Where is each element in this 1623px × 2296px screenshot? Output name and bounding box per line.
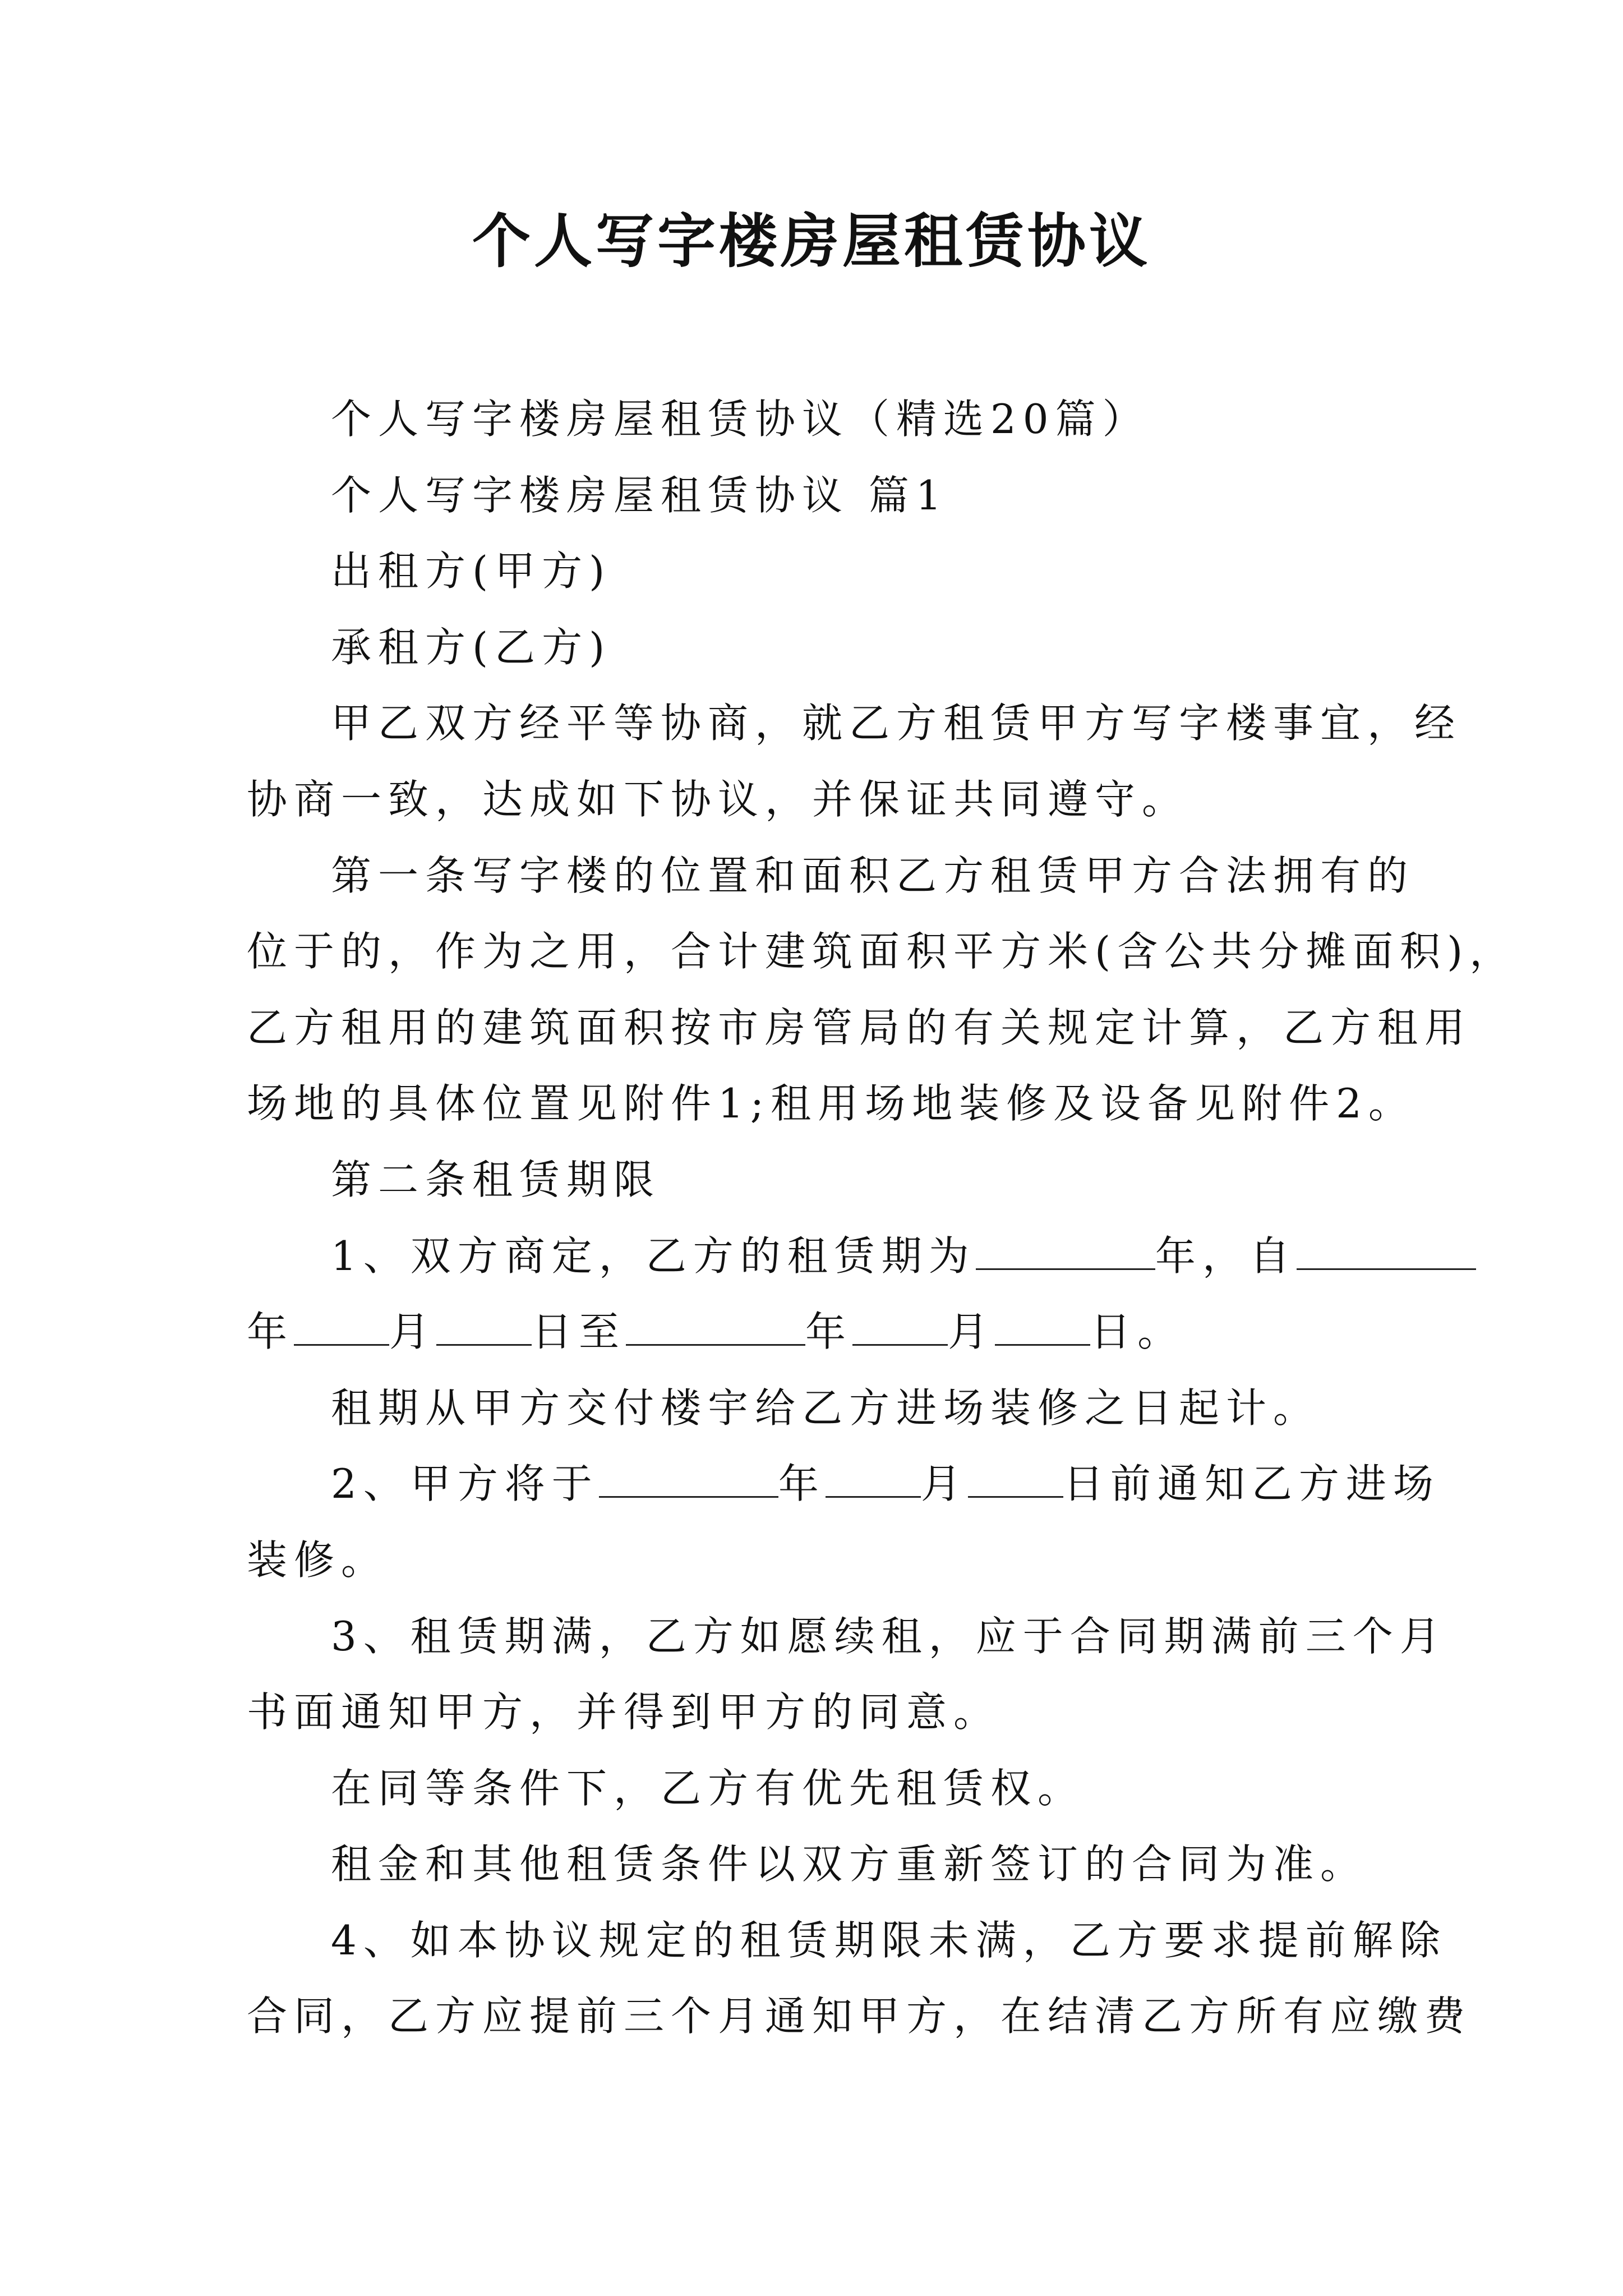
fill-blank [599,1460,778,1498]
paragraph-line: 乙方租用的建筑面积按市房管局的有关规定计算，乙方租用 [247,1004,1472,1051]
paragraph-line: 在同等条件下，乙方有优先租赁权。 [331,1764,1085,1812]
fill-blank [1297,1232,1476,1270]
paragraph-line: 出租方(甲方) [331,547,612,595]
line-text: 1、双方商定，乙方的租赁期为 [331,1232,976,1280]
paragraph-line: 租金和其他租赁条件以双方重新签订的合同为准。 [331,1841,1368,1888]
document-title: 个人写字楼房屋租赁协议 [472,206,1151,275]
fill-blank [995,1308,1090,1346]
line-text: 日前通知乙方进场 [1063,1460,1440,1508]
line-text: 日至 [532,1308,626,1356]
line-text: 2、甲方将于 [331,1460,599,1508]
fill-blank [852,1308,948,1346]
fill-blank [626,1308,805,1346]
line-text: 年 [247,1308,294,1356]
paragraph-line: 装修。 [247,1536,389,1584]
fill-blank [826,1460,921,1498]
paragraph-line: 协商一致，达成如下协议，并保证共同遵守。 [247,775,1189,823]
paragraph-line [247,1294,1447,1370]
paragraph-line: 个人写字楼房屋租赁协议（精选20篇） [331,395,1150,443]
paragraph-line: 承租方(乙方) [331,623,612,671]
line-text: 日。 [1090,1308,1185,1356]
paragraph-line: 4、如本协议规定的租赁期限未满，乙方要求提前解除 [331,1916,1447,1964]
paragraph-line: 书面通知甲方，并得到甲方的同意。 [247,1688,1001,1736]
fill-blank [436,1308,532,1346]
paragraph-line: 甲乙双方经平等协商，就乙方租赁甲方写字楼事宜，经 [331,700,1462,747]
document-body [247,381,1517,2055]
paragraph-line: 第一条写字楼的位置和面积乙方租赁甲方合法拥有的 [331,852,1415,899]
paragraph-line: 3、租赁期满，乙方如愿续租，应于合同期满前三个月 [331,1612,1447,1660]
paragraph-line [247,1446,1447,1522]
paragraph-line: 租期从甲方交付楼宇给乙方进场装修之日起计。 [331,1384,1321,1432]
fill-blank [294,1308,389,1346]
line-text: 年，自 [1155,1232,1297,1280]
fill-blank [968,1460,1063,1498]
paragraph-line: 位于的，作为之用，合计建筑面积平方米(含公共分摊面积)， [247,928,1517,976]
paragraph-line [247,1218,1447,1295]
paragraph-line: 合同，乙方应提前三个月通知甲方，在结清乙方所有应缴费 [247,1993,1472,2040]
line-text: 年 [778,1460,826,1508]
paragraph-line: 第二条租赁期限 [331,1156,661,1203]
line-text: 月 [389,1308,437,1356]
line-text: 月 [948,1308,995,1356]
line-text: 月 [920,1460,968,1508]
fill-blank [976,1232,1155,1270]
paragraph-line: 场地的具体位置见附件1;租用场地装修及设备见附件2。 [247,1080,1415,1128]
paragraph-line: 个人写字楼房屋租赁协议 篇1 [331,471,948,519]
line-text: 年 [805,1308,853,1356]
